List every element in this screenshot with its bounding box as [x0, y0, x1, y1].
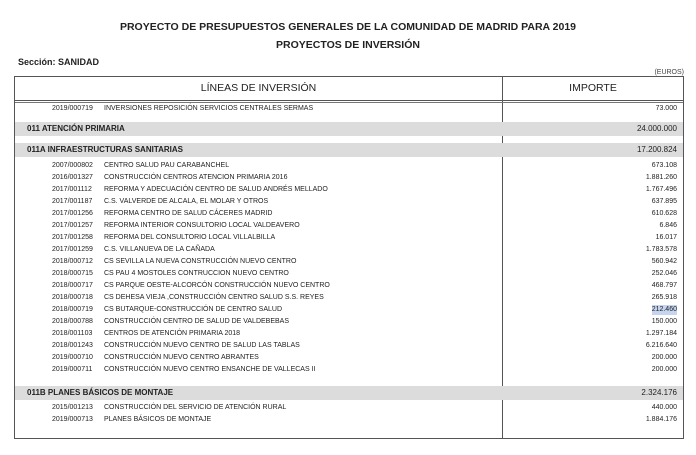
group-band-011B [15, 386, 683, 400]
row-amount: 6.216.640 [645, 342, 677, 349]
table-row [15, 365, 683, 375]
table-row [15, 209, 683, 219]
row-description: CS SEVILLA LA NUEVA CONSTRUCCIÓN NUEVO CENTRO [104, 258, 297, 265]
row-description: CONSTRUCCIÓN NUEVO CENTRO DE SALUD LAS TABLAS [104, 342, 300, 349]
table-row [15, 233, 683, 243]
row-amount: 637.895 [651, 198, 677, 205]
row-code: 2018/000715 [52, 270, 93, 277]
row-amount: 1.884.176 [645, 416, 677, 423]
row-amount: 468.797 [651, 282, 677, 289]
row-amount: 200.000 [651, 366, 677, 373]
header-importe: IMPORTE [569, 82, 617, 94]
group-label: 011 ATENCIÓN PRIMARIA [27, 124, 125, 133]
row-description: CONSTRUCCIÓN NUEVO CENTRO ENSANCHE DE VALLECAS II [104, 366, 316, 373]
table-row [15, 403, 683, 413]
group-amount: 24.000.000 [636, 124, 677, 133]
row-amount: 673.108 [651, 162, 677, 169]
row-description: CENTRO SALUD PAU CARABANCHEL [104, 162, 230, 169]
row-amount: 1.297.184 [645, 330, 677, 337]
table-row [15, 197, 683, 207]
row-amount: 200.000 [651, 354, 677, 361]
row-code: 2018/000718 [52, 294, 93, 301]
table-row [15, 415, 683, 425]
row-description: CONSTRUCCIÓN NUEVO CENTRO ABRANTES [104, 354, 259, 361]
row-description: C.S. VALVERDE DE ALCALA, EL MOLAR Y OTROS [104, 198, 269, 205]
header-lineas: LÍNEAS DE INVERSIÓN [200, 82, 317, 94]
table-row [15, 281, 683, 291]
row-description: CS PAU 4 MOSTOLES CONTRUCCION NUEVO CENTRO [104, 270, 289, 277]
row-code: 2017/001258 [52, 234, 93, 241]
group-label: 011B PLANES BÁSICOS DE MONTAJE [27, 388, 174, 397]
row-description: REFORMA Y ADECUACIÓN CENTRO DE SALUD ANDRÉS MELLADO [104, 186, 328, 193]
currency-label: (EUROS) [654, 69, 684, 76]
table-row [15, 293, 683, 303]
table-row [15, 269, 683, 279]
section-label: Sección: SANIDAD [18, 57, 100, 67]
row-code: 2019/000719 [52, 105, 93, 112]
row-code: 2007/000802 [52, 162, 93, 169]
row-code: 2018/000788 [52, 318, 93, 325]
row-amount: 6.846 [659, 222, 677, 229]
row-description: INVERSIONES REPOSICIÓN SERVICIOS CENTRALES SERMAS [104, 105, 314, 112]
group-band-011A [15, 143, 683, 157]
row-description: CS PARQUE OESTE-ALCORCÓN CONSTRUCCIÓN NUEVO CENTRO [104, 282, 330, 289]
row-amount: 440.000 [651, 404, 677, 411]
table-row [15, 257, 683, 267]
table-row [15, 221, 683, 231]
row-description: CS DEHESA VIEJA ,CONSTRUCCIÓN CENTRO SALUD S.S. REYES [104, 294, 324, 301]
row-code: 2018/000717 [52, 282, 93, 289]
table-row [15, 245, 683, 255]
row-amount: 150.000 [651, 318, 677, 325]
row-description: CS BUTARQUE-CONSTRUCCIÓN DE CENTRO SALUD [104, 306, 282, 313]
row-code: 2017/001187 [52, 198, 93, 205]
table-row [15, 341, 683, 351]
row-amount: 73.000 [655, 105, 677, 112]
row-description: REFORMA DEL CONSULTORIO LOCAL VILLALBILLA [104, 234, 276, 241]
row-code: 2019/000710 [52, 354, 93, 361]
header-rule-secondary [15, 102, 683, 103]
table-row [15, 185, 683, 195]
row-code: 2018/000712 [52, 258, 93, 265]
row-amount: 1.881.260 [645, 174, 677, 181]
row-description: C.S. VILLANUEVA DE LA CAÑADA [104, 246, 215, 253]
row-code: 2017/001256 [52, 210, 93, 217]
row-code: 2018/000719 [52, 306, 93, 313]
row-description: CONSTRUCCIÓN DEL SERVICIO DE ATENCIÓN RURAL [104, 404, 287, 411]
row-code: 2017/001257 [52, 222, 93, 229]
table-row [15, 317, 683, 327]
row-code: 2016/001327 [52, 174, 93, 181]
row-amount: 1.767.496 [645, 186, 677, 193]
row-code: 2019/000713 [52, 416, 93, 423]
row-code: 2017/001259 [52, 246, 93, 253]
row-code: 2017/001112 [52, 186, 92, 193]
table-row [15, 104, 683, 114]
row-code: 2018/001243 [52, 342, 93, 349]
header-rule [15, 100, 683, 101]
row-amount: 252.046 [651, 270, 677, 277]
table-row [15, 161, 683, 171]
row-description: PLANES BÁSICOS DE MONTAJE [104, 416, 212, 423]
document-subtitle: PROYECTOS DE INVERSIÓN [276, 39, 420, 51]
table-row [15, 173, 683, 183]
row-amount: 1.783.578 [645, 246, 677, 253]
row-description: REFORMA INTERIOR CONSULTORIO LOCAL VALDEAVERO [104, 222, 300, 229]
row-description: CONSTRUCCIÓN CENTROS ATENCION PRIMARIA 2016 [104, 174, 288, 181]
row-description: CENTROS DE ATENCIÓN PRIMARIA 2018 [104, 330, 241, 337]
row-code: 2015/001213 [52, 404, 93, 411]
row-amount: 610.628 [651, 210, 677, 217]
group-label: 011A INFRAESTRUCTURAS SANITARIAS [27, 145, 184, 154]
group-band-011 [15, 122, 683, 136]
table-row [15, 329, 683, 339]
document-title: PROYECTO DE PRESUPUESTOS GENERALES DE LA COMUNIDAD DE MADRID PARA 2019 [119, 21, 577, 33]
row-code: 2018/001103 [52, 330, 93, 337]
row-amount-selected[interactable]: 212.460 [651, 306, 677, 313]
row-description: REFORMA CENTRO DE SALUD CÁCERES MADRID [104, 210, 273, 217]
row-description: CONSTRUCCIÓN CENTRO DE SALUD DE VALDEBEBAS [104, 318, 290, 325]
group-amount: 2.324.176 [641, 388, 677, 397]
table-row [15, 305, 683, 315]
row-amount: 560.942 [651, 258, 677, 265]
table-row [15, 353, 683, 363]
row-amount: 16.017 [655, 234, 677, 241]
row-amount: 265.918 [651, 294, 677, 301]
row-code: 2019/000711 [52, 366, 93, 373]
group-amount: 17.200.824 [636, 145, 677, 154]
